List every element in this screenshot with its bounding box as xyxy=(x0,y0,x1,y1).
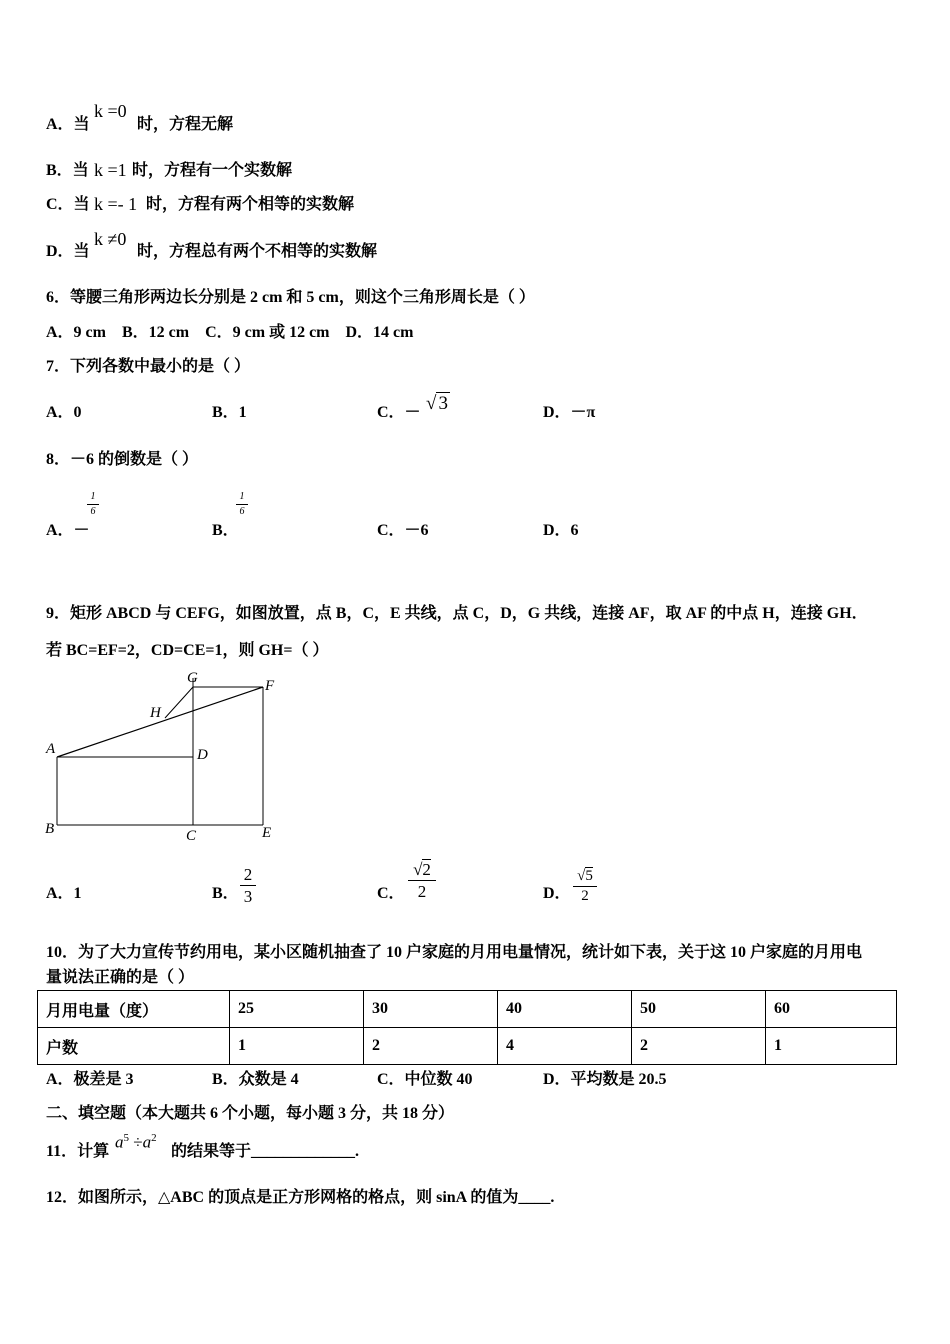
q9-option-c-fraction xyxy=(408,861,436,900)
q8-option-d: D．6 xyxy=(543,522,579,539)
q10-stem-line2: 量说法正确的是（ ） xyxy=(46,969,195,986)
q5-option-d-text: 时，方程总有两个不相等的实数解 xyxy=(137,243,378,260)
label-a: A xyxy=(46,741,56,757)
q9-stem-line2: 若 BC=EF=2，CD=CE=1，则 GH=（ ） xyxy=(46,642,329,659)
table-cell: 1 xyxy=(230,1028,364,1065)
q5-option-b-text: 时，方程有一个实数解 xyxy=(132,162,293,179)
q11-base-1: a xyxy=(115,1132,124,1152)
q8-option-a-prefix: A．－ xyxy=(46,522,90,539)
q9-option-d-denominator: 2 xyxy=(581,888,589,904)
q9-option-b-fraction xyxy=(240,866,256,905)
q11-math-expression xyxy=(115,1133,157,1151)
table-cell: 2 xyxy=(364,1028,498,1065)
q8-option-a-denominator: 6 xyxy=(90,506,96,517)
q7-option-c-prefix: C．－ xyxy=(377,404,421,421)
label-e: E xyxy=(262,825,272,841)
q7-option-b: B．1 xyxy=(212,404,247,421)
q9-option-b-numerator: 2 xyxy=(243,865,253,884)
table-cell: 月用电量（度） xyxy=(38,991,230,1028)
q9-option-c-numerator: √2 xyxy=(413,860,431,879)
label-g: G xyxy=(187,670,198,686)
table-cell: 2 xyxy=(632,1028,766,1065)
q6-options: A．9 cm B．12 cm C．9 cm 或 12 cm D．14 cm xyxy=(46,324,414,341)
q9-option-c-denominator: 2 xyxy=(417,882,427,901)
q9-option-a: A．1 xyxy=(46,885,82,902)
q5-option-c-prefix: C．当 xyxy=(46,196,90,213)
q8-option-c: C．－6 xyxy=(377,522,429,539)
q8-option-a-fraction xyxy=(87,492,99,517)
q10-option-b: B．众数是 4 xyxy=(212,1071,299,1088)
fraction-bar xyxy=(408,880,436,881)
q9-stem-line1: 9．矩形 ABCD 与 CEFG，如图放置，点 B，C，E 共线，点 C，D，G 共线，连接 AF，取 AF 的中点 H，连接 GH． xyxy=(46,605,868,622)
q11-base-2: a xyxy=(142,1132,152,1152)
label-c: C xyxy=(186,828,197,844)
q11-exponent-2: 2 xyxy=(151,1132,157,1144)
q11-prefix: 11．计算 xyxy=(46,1143,110,1160)
q8-option-b-denominator: 6 xyxy=(239,506,245,517)
label-f: F xyxy=(265,678,275,694)
q5-option-a-text: 时，方程无解 xyxy=(137,116,234,133)
section-heading-fill-in: 二、填空题（本大题共 6 个小题，每小题 3 分，共 18 分） xyxy=(46,1105,455,1122)
fraction-bar xyxy=(240,885,256,886)
q11-exponent-1: 5 xyxy=(123,1132,129,1144)
q8-option-b-prefix: B． xyxy=(212,522,239,539)
table-row xyxy=(38,991,897,1028)
q5-option-d-math: k ≠0 xyxy=(94,229,127,249)
q7-option-c-radicand: 3 xyxy=(438,393,448,414)
q10-option-c: C．中位数 40 xyxy=(377,1071,473,1088)
q11-suffix: 的结果等于_____________. xyxy=(171,1143,360,1160)
q12-stem: 12．如图所示，△ABC 的顶点是正方形网格的格点，则 sinA 的值为____. xyxy=(46,1189,555,1206)
table-cell: 户数 xyxy=(38,1028,230,1065)
label-h: H xyxy=(150,705,161,721)
q7-option-a: A．0 xyxy=(46,404,82,421)
q7-option-c-sqrt: √ 3 xyxy=(426,393,448,414)
table-cell: 30 xyxy=(364,991,498,1028)
q8-option-a-numerator: 1 xyxy=(90,491,96,502)
q10-option-a: A．极差是 3 xyxy=(46,1071,134,1088)
q11-divide-sign: ÷ xyxy=(133,1132,143,1152)
table-cell: 50 xyxy=(632,991,766,1028)
q5-option-d-prefix: D．当 xyxy=(46,243,90,260)
q9-option-d-prefix: D． xyxy=(543,885,571,902)
q10-stem-line1: 10．为了大力宣传节约用电，某小区随机抽查了 10 户家庭的月用电量情况，统计如下表，关于这 10 户家庭的月用电 xyxy=(46,944,863,961)
q5-option-a-math: k =0 xyxy=(94,101,127,121)
fraction-bar xyxy=(236,504,248,505)
q10-option-d: D．平均数是 20.5 xyxy=(543,1071,667,1088)
electricity-usage-table xyxy=(37,990,897,1065)
table-cell: 40 xyxy=(498,991,632,1028)
q9-option-d-radicand: 5 xyxy=(585,868,593,884)
table-cell: 4 xyxy=(498,1028,632,1065)
q5-option-a-prefix: A．当 xyxy=(46,116,90,133)
q7-option-d: D．－π xyxy=(543,404,596,421)
label-b: B xyxy=(45,821,55,837)
fraction-bar xyxy=(573,886,597,887)
segment-af xyxy=(57,687,263,757)
q5-option-b-math: k =1 xyxy=(94,160,127,180)
table-cell: 25 xyxy=(230,991,364,1028)
q9-option-d-numerator: √5 xyxy=(577,868,593,884)
q5-option-c-text: 时，方程有两个相等的实数解 xyxy=(146,196,355,213)
fraction-bar xyxy=(87,504,99,505)
q9-geometry-figure xyxy=(40,668,290,848)
q8-option-b-fraction xyxy=(236,492,248,517)
q5-option-c-math: k =- 1 xyxy=(94,194,138,214)
q9-option-d-fraction xyxy=(573,869,597,904)
q7-stem: 7．下列各数中最小的是（ ） xyxy=(46,358,251,375)
q6-stem: 6．等腰三角形两边长分别是 2 cm 和 5 cm，则这个三角形周长是（ ） xyxy=(46,289,535,306)
q8-option-b-numerator: 1 xyxy=(239,491,245,502)
q5-option-b-prefix: B．当 xyxy=(46,162,89,179)
label-d: D xyxy=(197,747,208,763)
segment-gh xyxy=(165,687,193,718)
table-cell: 1 xyxy=(766,1028,897,1065)
q9-option-b-prefix: B． xyxy=(212,885,239,902)
q9-option-c-prefix: C． xyxy=(377,885,405,902)
q9-option-b-denominator: 3 xyxy=(243,887,253,906)
table-row xyxy=(38,1028,897,1065)
table-cell: 60 xyxy=(766,991,897,1028)
q8-stem: 8．－6 的倒数是（ ） xyxy=(46,451,199,468)
q9-option-c-radicand: 2 xyxy=(422,860,431,879)
